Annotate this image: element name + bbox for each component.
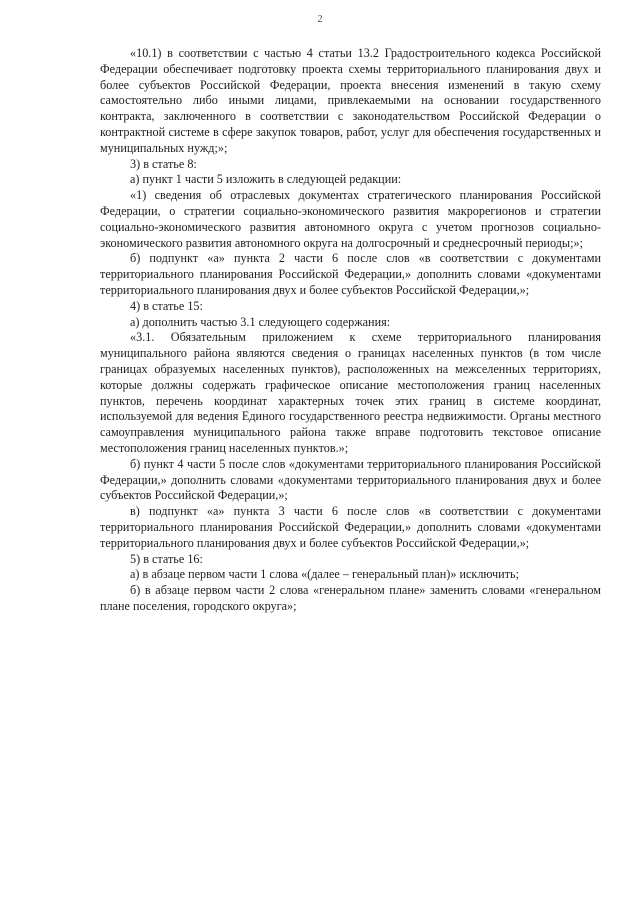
paragraph: б) в абзаце первом части 2 слова «генеральном плане» заменить словами «генеральном плане поселения, городского округа»;: [100, 583, 601, 613]
paragraph: 4) в статье 15:: [130, 298, 203, 313]
paragraph: в) подпункт «а» пункта 3 части 6 после слов «в соответствии с документами территориального планирования Российской Федерации,» дополнить словами «документами территориального планирования двух и более субъектов Российской Федерации,»;: [100, 504, 601, 550]
paragraph: «1) сведения об отраслевых документах стратегического планирования Российской Федерации, о стратегии социально-экономического развития макрорегионов и стратегии социально-экономического развития автономного округа с учетом прогнозов социально-экономического развития автономного округа на долгосрочный и среднесрочный периоды;»;: [100, 188, 601, 250]
page-number: 2: [317, 14, 323, 25]
document-body: [100, 46, 601, 615]
paragraph: б) подпункт «а» пункта 2 части 6 после слов «в соответствии с документами территориального планирования Российской Федерации,» дополнить словами «документами территориального планирования двух и более субъектов Российской Федерации,»;: [100, 251, 601, 297]
paragraph: а) пункт 1 части 5 изложить в следующей редакции:: [130, 172, 402, 187]
paragraph: «3.1. Обязательным приложением к схеме территориального планирования муниципального района являются сведения о границах населенных пунктов (в том числе границах образуемых населенных пунктов), расположенных на межселенных территориях, которые должны содержать графическое описание местоположения границ населенных пунктов, перечень координат характерных точек этих границ в системе координат, используемой для ведения Единого государственного реестра недвижимости. Органы местного самоуправления муниципального района также вправе подготовить текстовое описание местоположения границ населенных пунктов.»;: [100, 330, 601, 455]
paragraph: б) пункт 4 части 5 после слов «документами территориального планирования Российской Федерации,» дополнить словами «документами территориального планирования двух и более субъектов Российской Федерации,»;: [100, 456, 601, 503]
paragraph: а) дополнить частью 3.1 следующего содержания:: [130, 314, 391, 329]
paragraph: а) в абзаце первом части 1 слова «(далее – генеральный план)» исключить;: [130, 567, 519, 582]
paragraph: 3) в статье 8:: [130, 156, 197, 171]
paragraph: 5) в статье 16:: [130, 551, 203, 566]
paragraph: «10.1) в соответствии с частью 4 статьи 13.2 Градостроительного кодекса Российской Федерации обеспечивает подготовку проекта схемы территориального планирования двух и более субъектов Российской Федерации, проекта внесения изменений в такую схему самостоятельно либо иными лицами, привлекаемыми на основании государственного контракта, заключенного в соответствии с законодательством Российской Федерации о контрактной системе в сфере закупок товаров, работ, услуг для обеспечения государственных и муниципальных нужд;»;: [100, 46, 601, 155]
